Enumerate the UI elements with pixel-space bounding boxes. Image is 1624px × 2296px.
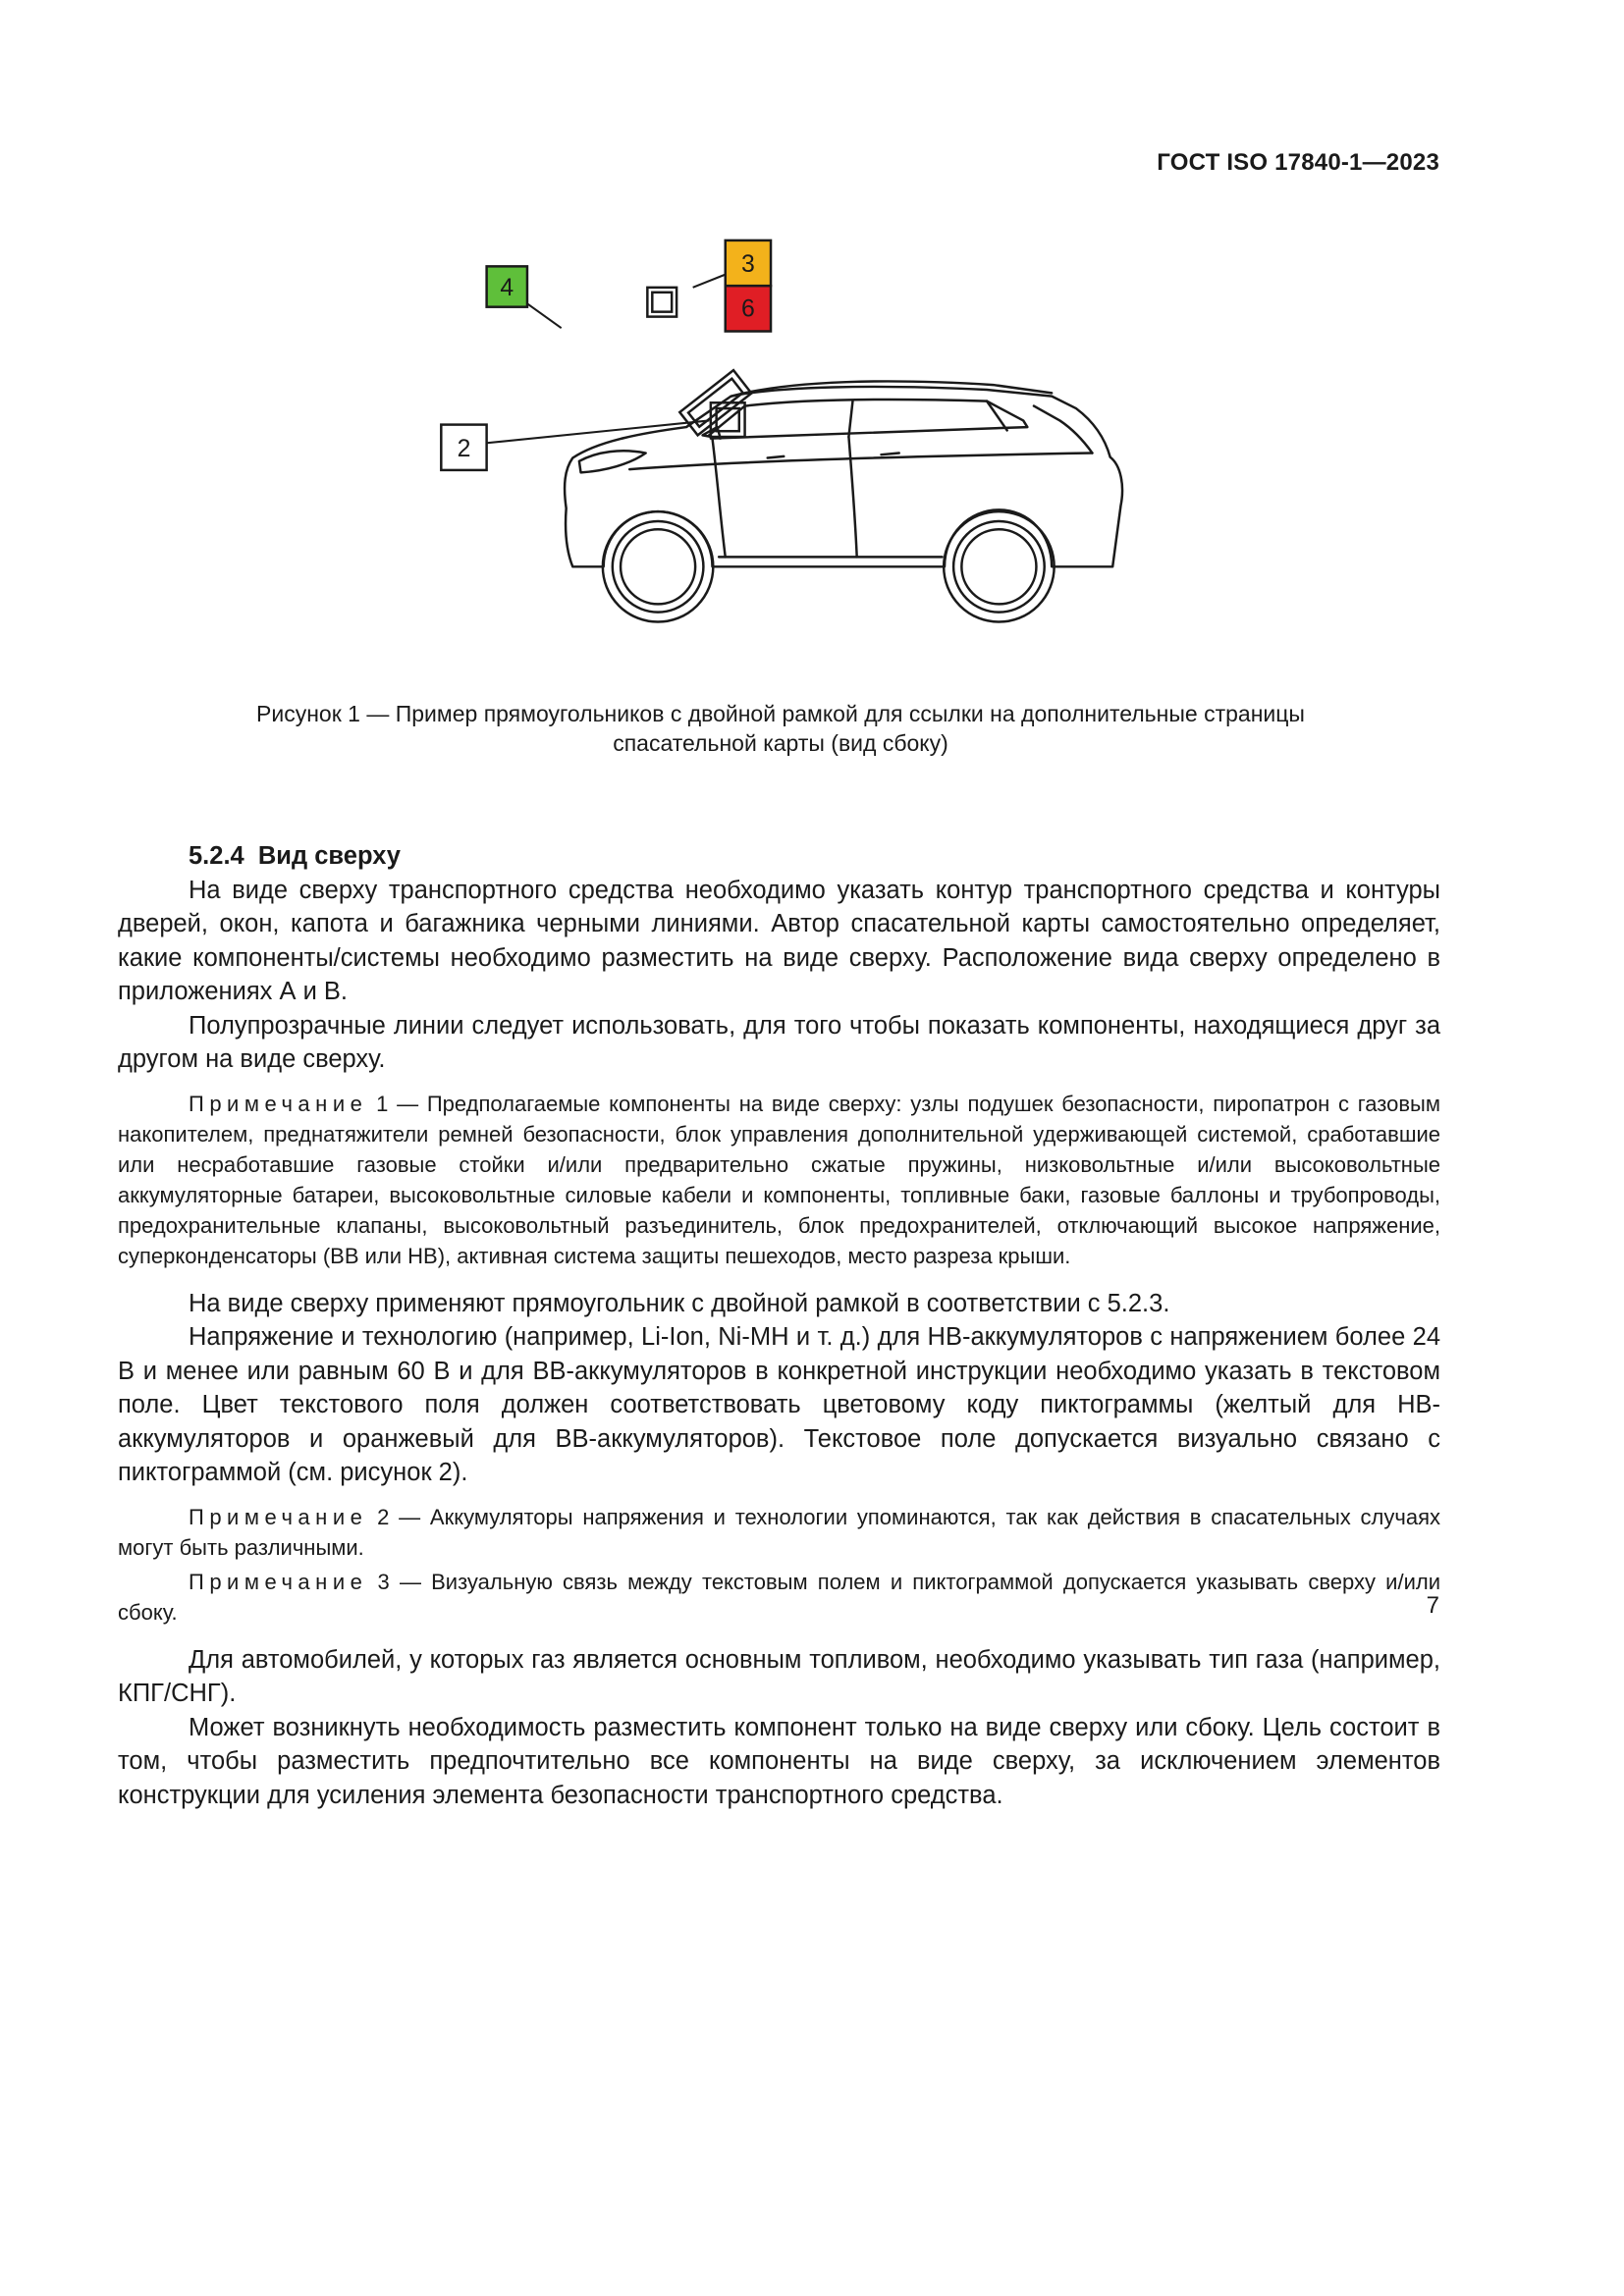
figure-caption-line-1: Рисунок 1 — Пример прямоугольников с двойной рамкой для ссылки на дополнительные страницы: [256, 701, 1305, 726]
section-number: 5.2.4: [189, 842, 244, 870]
standard-designation: ГОСТ ISO 17840-1—2023: [1157, 149, 1439, 176]
note-2-label: Примечание: [189, 1504, 368, 1529]
label-6: 6: [740, 295, 755, 323]
note-2: [118, 1502, 1440, 1563]
figure-caption: [147, 699, 1414, 758]
leader-line-3: [693, 275, 726, 288]
page-number: 7: [1426, 1592, 1439, 1619]
label-2: 2: [457, 435, 471, 462]
paragraph-6: Может возникнуть необходимость разместить компонент только на виде сверху или сбоку. Цель состоит в том, чтобы разместить предпочтительно все компоненты на виде сверху, за исключением элементов конструкции для усиления элемента безопасности транспортного средства.: [118, 1713, 1440, 1809]
paragraph-1: На виде сверху транспортного средства необходимо указать контур транспортного средства и контуры дверей, окон, капота и багажника черными линиями. Автор спасательной карты самостоятельно определяет, какие компоненты/системы необходимо разместить на виде сверху. Расположение вида сверху определено в приложениях А и В.: [118, 876, 1440, 1005]
note-3-text: 3 — Визуальную связь между текстовым полем и пиктограммой допускается указывать сверху и/или сбоку.: [118, 1569, 1440, 1625]
front-door-handle: [768, 456, 785, 458]
figure-car-side-view: [393, 226, 1159, 648]
note-1: [118, 1089, 1440, 1271]
paragraph-3: На виде сверху применяют прямоугольник с двойной рамкой в соответствии с 5.2.3.: [189, 1289, 1170, 1317]
leader-line-4: [524, 301, 562, 328]
note-2-text: 2 — Аккумуляторы напряжения и технологии упоминаются, так как действия в спасательных случаях могут быть различными.: [118, 1504, 1440, 1560]
label-4: 4: [500, 275, 514, 302]
note-1-text: 1 — Предполагаемые компоненты на виде сверху: узлы подушек безопасности, пиропатрон с газовым накопителем, преднатяжители ремней безопасности, блок управления дополнительной удерживающей системой, сработавшие или несработавшие газовые стойки и/или предварительно сжатые пружины, низковольтные и/или высоковольтные аккумуляторные батареи, высоковольтные силовые кабели и компоненты, топливные баки, газовые баллоны и трубопроводы, предохранительные клапаны, высоковольтный разъединитель, блок предохранителей, отключающий высокое напряжение, суперконденсаторы (ВВ или НВ), активная система защиты пешеходов, место разреза крыши.: [118, 1091, 1440, 1268]
paragraph-5: Для автомобилей, у которых газ является основным топливом, необходимо указывать тип газа (например, КПГ/СНГ).: [118, 1645, 1440, 1707]
note-3: [118, 1567, 1440, 1628]
figure-caption-line-2: спасательной карты (вид сбоку): [613, 730, 948, 756]
leader-line-2: [483, 420, 709, 443]
rear-door-handle: [882, 454, 899, 455]
note-3-label: Примечание: [189, 1569, 368, 1594]
car-body-outline: [565, 387, 1122, 566]
car-side-view-illustration: [393, 226, 1159, 648]
rear-wheel-arch: [944, 511, 1054, 621]
section-heading: [118, 839, 1440, 874]
window-line: [709, 400, 1027, 439]
double-frame-roof-inner: [652, 293, 672, 312]
paragraph-4: Напряжение и технологию (например, Li-Ion, Ni-MH и т. д.) для НВ-аккумуляторов с напряжением более 24 В и менее или равным 60 В и для ВВ-аккумуляторов в конкретной инструкции необходимо указать в текстовом поле. Цвет текстового поля должен соответствовать цветовому коду пиктограммы (желтый для НВ-аккумуляторов и оранжевый для ВВ-аккумуляторов). Текстовое поле допускается визуально связано с пиктограммой (см. рисунок 2).: [118, 1323, 1440, 1486]
rear-wheel-hub: [961, 529, 1036, 604]
rear-door-line: [848, 437, 856, 557]
front-wheel-hub: [621, 529, 695, 604]
front-wheel-arch: [603, 511, 713, 621]
b-pillar: [848, 400, 852, 437]
section-body: [118, 839, 1440, 1812]
rear-wheel: [953, 521, 1045, 613]
front-door-line: [713, 439, 726, 558]
label-3: 3: [740, 251, 755, 279]
section-title: Вид сверху: [257, 842, 401, 870]
character-line: [629, 454, 1092, 470]
paragraph-2: Полупрозрачные линии следует использовать, для того чтобы показать компоненты, находящиеся друг за другом на виде сверху.: [118, 1011, 1440, 1073]
note-1-label: Примечание: [189, 1091, 368, 1116]
front-wheel: [613, 521, 704, 613]
